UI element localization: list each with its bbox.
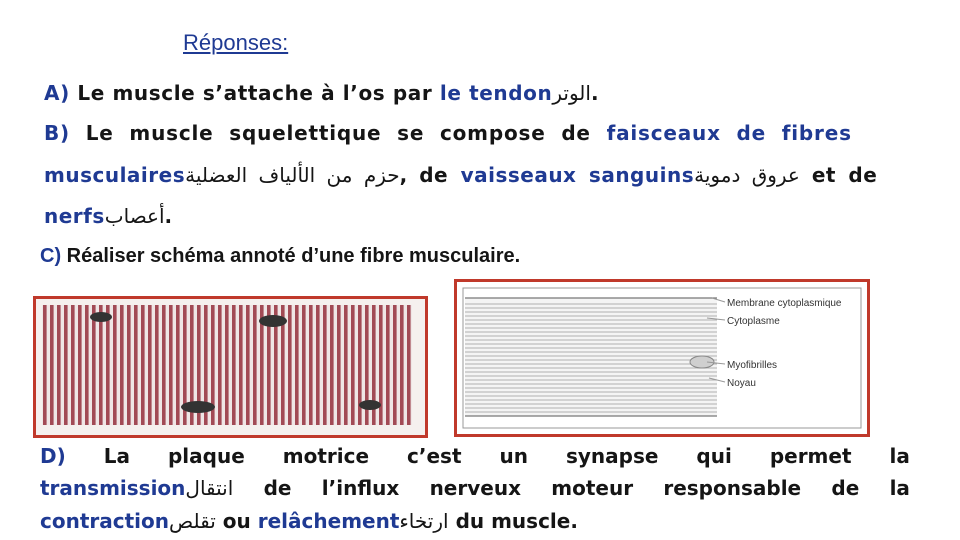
label-cytoplasm: Cytoplasme <box>727 316 780 327</box>
answer-b-arabic-1: حزم من الألياف العضلية <box>185 163 400 187</box>
answer-d-word: c’est <box>407 444 462 468</box>
answer-d-term-transmission: transmission <box>40 476 186 500</box>
answer-c-end: . <box>514 245 521 267</box>
answer-b-arabic-3: أعصاب <box>104 204 165 228</box>
answer-c-text: Réaliser schéma annoté d’une fibre musculaire <box>66 245 515 267</box>
answer-c <box>40 240 520 272</box>
answer-a-arabic: الوتر <box>552 81 591 105</box>
answer-d-text-ou: ou <box>222 509 251 533</box>
muscle-fiber-schema-svg <box>457 282 867 434</box>
answer-d-word: la <box>889 476 910 500</box>
answer-a <box>44 77 599 109</box>
answer-b-line-3 <box>44 200 172 232</box>
nucleus <box>359 400 381 410</box>
answer-d-word: de <box>831 476 860 500</box>
muscle-fiber-photo-svg <box>36 299 425 435</box>
answer-a-label: A) <box>44 81 70 105</box>
answer-d-arabic-2: تقلص <box>169 509 216 533</box>
answer-d-line-1 <box>40 440 910 472</box>
nucleus <box>181 401 215 413</box>
answer-d-line-3 <box>40 505 578 537</box>
muscle-fiber-photo <box>33 296 428 438</box>
answer-b-line-2 <box>44 159 877 191</box>
answer-d-word: de <box>263 476 292 500</box>
answer-d-term-contraction: contraction <box>40 509 170 533</box>
answer-d-word: moteur <box>551 476 634 500</box>
answer-d-word: responsable <box>663 476 802 500</box>
answer-d-word: nerveux <box>429 476 521 500</box>
answer-d-label: D) <box>40 444 66 468</box>
answer-b-end: . <box>164 204 173 228</box>
answer-b-line-1 <box>44 117 852 149</box>
label-membrane: Membrane cytoplasmique <box>727 298 842 309</box>
label-myofibrils: Myofibrilles <box>727 360 778 371</box>
answer-b-text-1: Le muscle squelettique se compose de <box>85 121 591 145</box>
answer-d-word: plaque <box>167 444 245 468</box>
answer-c-label: C) <box>40 245 62 267</box>
answer-d-term-relachement: relâchement <box>257 509 400 533</box>
answer-b-text-2: , de <box>399 163 449 187</box>
answer-d-arabic-1: انتقال <box>185 476 234 500</box>
answer-d-word: l’influx <box>321 476 400 500</box>
striations <box>42 305 412 425</box>
answer-d-word: la <box>889 444 910 468</box>
answer-a-end: . <box>590 81 599 105</box>
answer-d-word: synapse <box>565 444 659 468</box>
answer-a-text: Le muscle s’attache à l’os par <box>77 81 433 105</box>
answer-d-line-2 <box>40 472 910 504</box>
answer-b-term-3: nerfs <box>44 204 105 228</box>
answer-d-text-end: du muscle. <box>455 509 578 533</box>
answer-d-word: un <box>499 444 528 468</box>
answer-d-word: qui <box>696 444 732 468</box>
answer-b-text-3: et de <box>811 163 878 187</box>
nucleus <box>90 312 112 322</box>
answer-d-word: La <box>103 444 130 468</box>
answer-d-arabic-3: ارتخاء <box>399 509 449 533</box>
answer-d-word: motrice <box>282 444 370 468</box>
muscle-fiber-schema <box>454 279 870 437</box>
answer-b-term-2: vaisseaux sanguins <box>460 163 695 187</box>
answer-b-term-1: faisceaux de fibres <box>606 121 852 145</box>
nucleus <box>259 315 287 327</box>
answer-b-arabic-2: عروق دموية <box>694 163 800 187</box>
answer-d-word: permet <box>769 444 852 468</box>
answer-a-term: le tendon <box>439 81 553 105</box>
answer-b-label: B) <box>44 121 70 145</box>
label-nucleus: Noyau <box>727 378 756 389</box>
page-title: Réponses: <box>183 30 289 55</box>
answer-b-term-1b: musculaires <box>44 163 186 187</box>
